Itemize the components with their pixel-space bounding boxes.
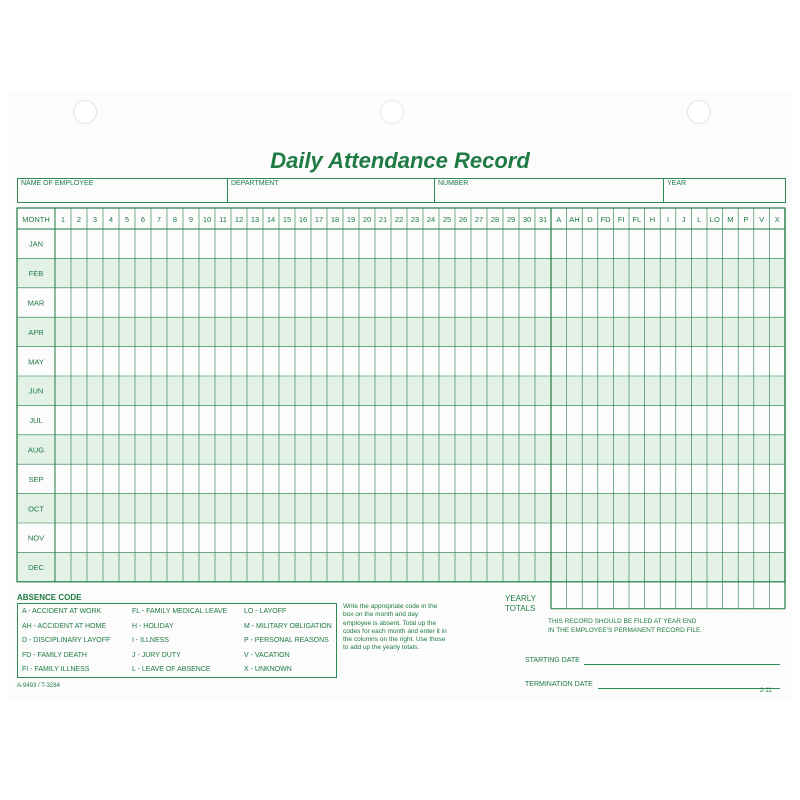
shaded-row	[17, 494, 785, 523]
yearly-totals-label	[505, 594, 536, 614]
absence-code-item: X - UNKNOWN	[244, 666, 292, 673]
day-header: 18	[330, 215, 340, 224]
shaded-row	[17, 552, 785, 581]
shaded-row	[17, 258, 785, 287]
absence-code-item: LO - LAYOFF	[244, 608, 287, 615]
code-header: P	[743, 215, 749, 224]
month-label: JUL	[29, 416, 43, 426]
day-header: 20	[362, 215, 372, 224]
code-header: V	[759, 215, 765, 224]
absence-code-item: J - JURY DUTY	[132, 651, 181, 659]
shaded-row	[17, 317, 785, 346]
number-field[interactable]: NUMBER	[435, 179, 664, 202]
month-label: OCT	[28, 504, 44, 514]
code-header: I	[666, 215, 670, 224]
starting-date-label: STARTING DATE	[525, 657, 580, 664]
code-header: L	[697, 215, 702, 224]
absence-code-item: FL - FAMILY MEDICAL LEAVE	[132, 608, 228, 615]
day-header: 28	[490, 215, 500, 224]
starting-date-line[interactable]	[584, 664, 780, 665]
yearly-totals-label-line: TOTALS	[505, 604, 536, 613]
day-header: 5	[124, 215, 130, 224]
shaded-row	[17, 376, 785, 405]
code-header: H	[649, 215, 656, 224]
department-field[interactable]: DEPARTMENT	[228, 179, 435, 202]
day-header: 25	[442, 215, 452, 224]
day-header: 6	[140, 215, 146, 224]
shaded-row	[17, 435, 785, 464]
day-header: 31	[538, 215, 548, 224]
form-title: Daily Attendance Record	[270, 148, 530, 173]
absence-code-item: V - VACATION	[244, 651, 290, 659]
day-header: 7	[156, 215, 162, 224]
month-label: AUG	[27, 445, 45, 455]
day-header: 16	[298, 215, 308, 224]
day-header: 3	[92, 215, 98, 224]
code-header: X	[774, 215, 780, 224]
termination-date-line[interactable]	[598, 688, 780, 689]
code-header: FL	[632, 215, 642, 224]
month-label: JUN	[28, 386, 44, 396]
revision-code: 2-11	[760, 688, 772, 694]
month-label: MAY	[28, 357, 44, 367]
day-header: 24	[426, 215, 436, 224]
absence-code-item: I - ILLNESS	[132, 637, 169, 644]
month-label: FEB	[28, 269, 44, 279]
absence-code-item: AH - ACCIDENT AT HOME	[22, 622, 107, 630]
absence-code-item: FI - FAMILY ILLNESS	[22, 666, 90, 673]
instructions-text: Write the appropriate code in the box on the month and day employee is absent. Total up the codes for each month and enter it in the columns on the right. Use those to add up the yearly totals.	[343, 603, 447, 652]
code-header: M	[727, 215, 734, 224]
day-header: 27	[474, 215, 484, 224]
day-header: 23	[410, 215, 420, 224]
code-header: FI	[617, 215, 625, 224]
code-header: FD	[600, 215, 611, 224]
absence-code-item: A - ACCIDENT AT WORK	[22, 608, 102, 615]
filing-note-line: IN THE EMPLOYEE'S PERMANENT RECORD FILE.	[548, 626, 703, 634]
day-header: 26	[458, 215, 468, 224]
code-header: A	[556, 215, 562, 224]
code-header: D	[587, 215, 593, 224]
month-label: APR	[28, 327, 44, 337]
day-header: 19	[346, 215, 356, 224]
day-header: 13	[250, 215, 260, 224]
month-label: JAN	[28, 239, 44, 249]
year-field[interactable]: YEAR	[667, 180, 687, 187]
absence-code-item: H - HOLIDAY	[132, 622, 174, 630]
month-label: DEC	[28, 563, 44, 573]
form-number: A-9493 / T-3284	[17, 683, 60, 689]
absence-code-title: ABSENCE CODE	[17, 593, 82, 602]
absence-code-item: P - PERSONAL REASONS	[244, 637, 329, 644]
day-header: 14	[266, 215, 276, 224]
day-header: 1	[60, 215, 66, 224]
month-header: MONTH	[22, 215, 50, 224]
day-header: 11	[219, 215, 227, 224]
day-header: 8	[172, 215, 178, 224]
month-label: NOV	[27, 533, 45, 543]
code-header: J	[681, 215, 686, 224]
day-header: 21	[378, 215, 388, 224]
month-label: MAR	[27, 298, 45, 308]
absence-code-box	[17, 603, 337, 678]
month-label: SEP	[28, 474, 44, 484]
yearly-totals-label-line: YEARLY	[505, 594, 536, 603]
day-header: 10	[202, 215, 212, 224]
filing-note	[548, 618, 702, 635]
termination-date-label: TERMINATION DATE	[525, 681, 593, 688]
day-header: 29	[506, 215, 516, 224]
day-header: 17	[314, 215, 324, 224]
code-header: LO	[709, 215, 720, 224]
day-header: 30	[522, 215, 532, 224]
filing-note-line: THIS RECORD SHOULD BE FILED AT YEAR END	[548, 618, 697, 625]
code-header: AH	[569, 215, 580, 224]
day-header: 4	[108, 215, 114, 224]
day-header: 9	[188, 215, 194, 224]
absence-code-item: M - MILITARY OBLIGATION	[244, 622, 332, 630]
day-header: 12	[234, 215, 244, 224]
absence-code-item: FD - FAMILY DEATH	[22, 651, 87, 659]
absence-code-item: L - LEAVE OF ABSENCE	[132, 666, 211, 673]
absence-code-item: D - DISCIPLINARY LAYOFF	[22, 637, 111, 644]
day-header: 22	[394, 215, 404, 224]
day-header: 15	[282, 215, 292, 224]
day-header: 2	[76, 215, 82, 224]
name-of-employee-field[interactable]: NAME OF EMPLOYEE	[18, 179, 228, 202]
